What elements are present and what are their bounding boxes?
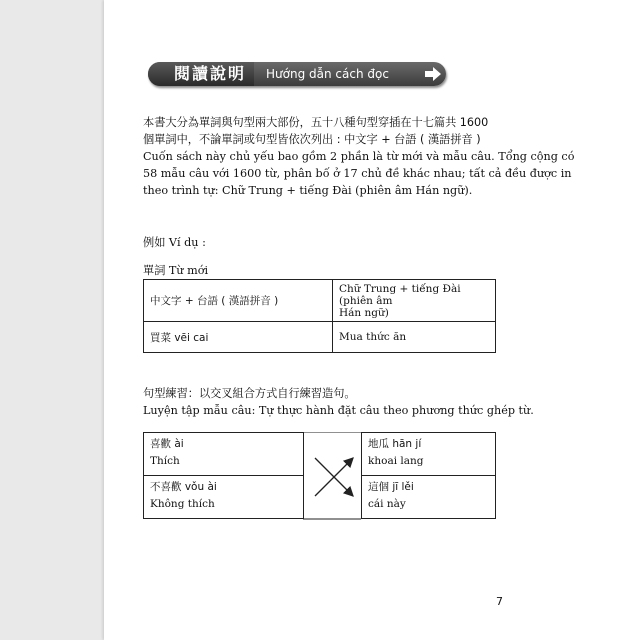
table-row [144, 280, 496, 322]
right-arrow-icon [424, 66, 442, 82]
pattern-left-bottom-vi: Không thích [150, 498, 215, 510]
banner-title: 閱讀說明 [174, 64, 247, 83]
vocab-heading: 單詞 Từ mới [143, 264, 209, 277]
table-row [144, 322, 496, 353]
pattern-left-top [143, 432, 304, 476]
pattern-right-top [361, 432, 496, 476]
page-number: 7 [496, 595, 503, 608]
pattern-right-bottom-vi: cái này [368, 498, 406, 510]
example-label: 例如 Ví dụ : [143, 236, 206, 249]
pattern-left-bottom [143, 475, 304, 519]
vocab-header-right-line-2: Hán ngữ) [339, 306, 389, 319]
intro-line-1: 本書大分為單詞與句型兩大部份，五十八種句型穿插在十七篇共 1600 [143, 116, 489, 129]
intro-line-5: theo trình tự: Chữ Trung + tiếng Đài (phiên âm Hán ngữ). [143, 184, 473, 197]
vocab-row-left: 買菜 vēi cai [144, 322, 333, 353]
intro-line-2: 個單詞中，不論單詞或句型皆依次列出 : 中文字 + 台語 ( 漢語拼音 ) [143, 133, 481, 146]
pattern-right-top-zh: 地瓜 hān jí [368, 438, 422, 450]
pattern-heading-cjk: 句型練習：以交叉組合方式自行練習造句。 [143, 387, 356, 400]
section-banner [148, 62, 446, 86]
cross-arrows-icon [303, 432, 361, 520]
vocab-header-right [333, 280, 496, 322]
pattern-left-top-vi: Thích [150, 455, 180, 467]
pattern-right-bottom-zh: 這個 jī lěi [368, 481, 414, 493]
pattern-heading-vi: Luyện tập mẫu câu: Tự thực hành đặt câu theo phương thức ghép từ. [143, 404, 534, 417]
pattern-left-top-zh: 喜歡 ài [150, 438, 184, 450]
vocab-example-table [143, 279, 496, 353]
pattern-right-bottom [361, 475, 496, 519]
vocab-header-right-line-1: Chữ Trung + tiếng Đài (phiên âm [339, 282, 461, 307]
intro-line-3: Cuốn sách này chủ yếu bao gồm 2 phần là từ mới và mẫu câu. Tổng cộng có [143, 150, 575, 163]
pattern-left-bottom-zh: 不喜歡 vǒu ài [150, 481, 217, 493]
intro-line-4: 58 mẫu câu với 1600 từ, phân bố ở 17 chủ đề khác nhau; tất cả đều được in [143, 167, 572, 180]
vocab-row-right: Mua thức ăn [333, 322, 496, 353]
banner-subtitle: Hướng dẫn cách đọc [266, 67, 389, 81]
pattern-right-top-vi: khoai lang [368, 455, 424, 467]
vocab-header-left: 中文字 + 台語 ( 漢語拼音 ) [144, 280, 333, 322]
